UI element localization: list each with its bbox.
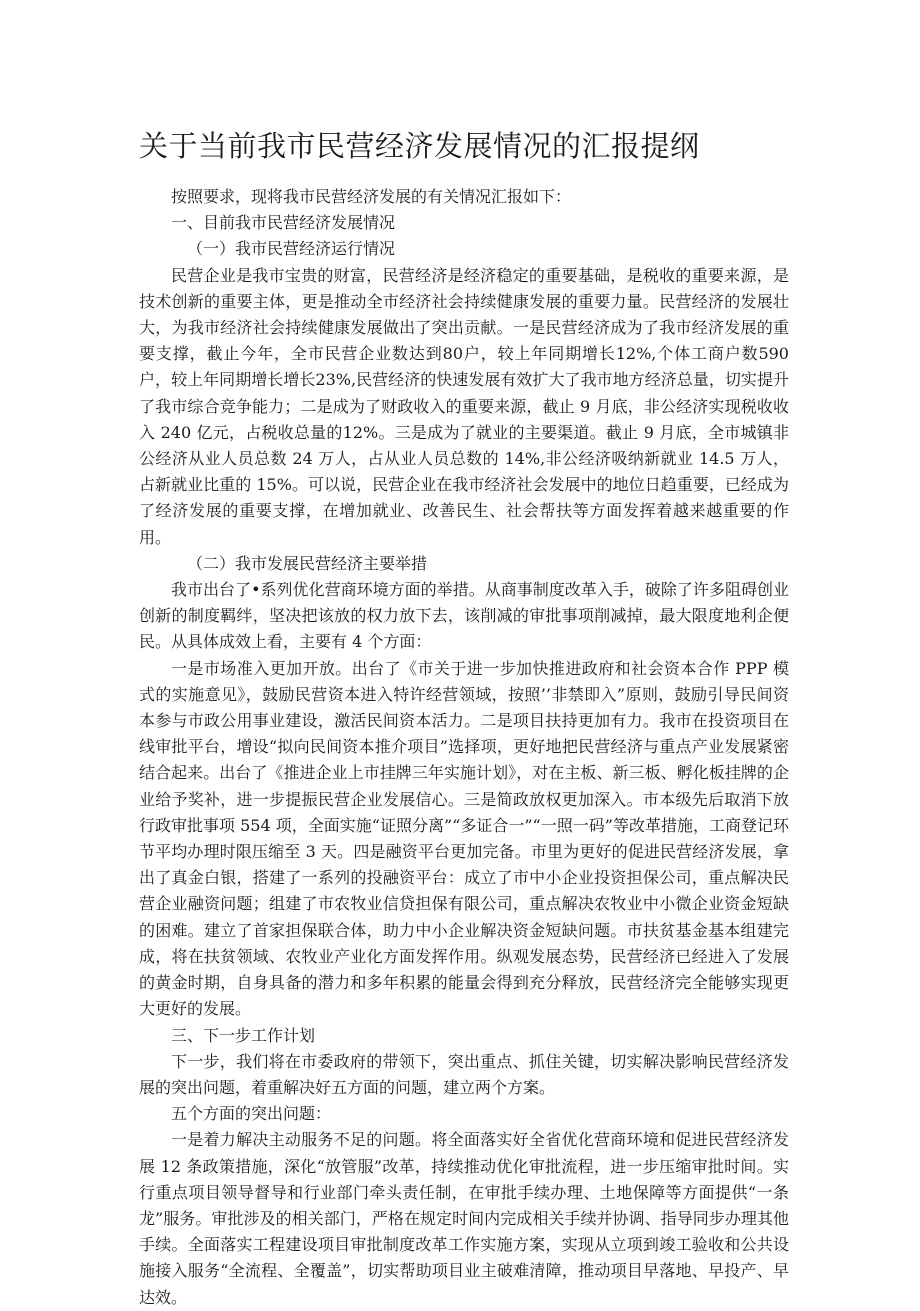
document-body (139, 184, 789, 1311)
intro-paragraph: 按照要求，现将我市民营经济发展的有关情况汇报如下： (171, 187, 572, 206)
measures-intro-paragraph: 我市出台了•系列优化营商环境方面的举措。从商事制度改革入手，破除了许多阻碍创业创新的制度羁绊，坚决把该放的权力放下去，该削减的审批事项削减掉，最大限度地利企便民。从具体成效上看，主要有 4 个方面： (139, 580, 789, 652)
section-heading-1: 一、目前我市民营经济发展情况 (171, 213, 396, 233)
document-page (139, 126, 789, 1311)
problems-label: 五个方面的突出问题： (171, 1104, 332, 1124)
problem-one-paragraph: 一是着力解决主动服务不足的问题。将全面落实好全省优化营商环境和促进民营经济发展 12 条政策措施，深化“放管服”改革，持续推动优化审批流程，进一步压缩审批时间。实行重点项目领导督导和行业部门牵头责任制，在审批手续办理、土地保障等方面提供“一条龙”服务。审批涉及的相关部门，严格在规定时间内完成相关手续并协调、指导同步办理其他手续。全面落实工程建设项目审批制度改革工作实施方案，实现从立项到竣工验收和公共设施接入服务“全流程、全覆盖”，切实帮助项目业主破难清障，推动项目早落地、早投产、早达效。 (139, 1130, 789, 1307)
plan-paragraph: 下一步，我们将在市委政府的带领下，突出重点、抓住关键，切实解决影响民营经济发展的突出问题，着重解决好五方面的问题，建立两个方案。 (139, 1051, 789, 1097)
document-title: 关于当前我市民营经济发展情况的汇报提纲 (139, 129, 700, 163)
subsection-heading-1: （一）我市民营经济运行情况 (187, 239, 396, 259)
section-heading-3: 三、下一步工作计划 (171, 1025, 316, 1045)
operation-paragraph: 民营企业是我市宝贵的财富，民营经济是经济稳定的重要基础，是税收的重要来源，是技术创新的重要主体，更是推动全市经济社会持续健康发展的重要力量。民营经济的发展壮大，为我市经济社会持续健康发展做出了突出贡献。一是民营经济成为了我市经济发展的重要支撑，截止今年，全市民营企业数达到80户，较上年同期增长12%,个体工商户数590户，较上年同期增长增长23%,民营经济的快速发展有效扩大了我市地方经济总量，切实提升了我市综合竞争能力；二是成为了财政收入的重要来源，截止 9 月底，非公经济实现税收收入 240 亿元，占税收总量的12%。三是成为了就业的主要渠道。截止 9 月底，全市城镇非公经济从业人员总数 24 万人，占从业人员总数的 14%,非公经济吸纳新就业 14.5 万人，占新就业比重的 15%。可以说，民营企业在我市经济社会发展中的地位日趋重要，已经成为了经济发展的重要支撑，在增加就业、改善民生、社会帮扶等方面发挥着越来越重要的作用。 (139, 265, 789, 547)
measures-paragraph: 一是市场准入更加开放。出台了《市关于进一步加快推进政府和社会资本合作 PPP 模式的实施意见》，鼓励民营资本进入特许经营领域，按照’’非禁即入”原则，鼓励引导民间资本参与市政公用事业建设，激活民间资本活力。二是项目扶持更加有力。我市在投资项目在线审批平台，增设“拟向民间资本推介项目”选择项，更好地把民营经济与重点产业发展紧密结合起来。出台了《推进企业上市挂牌三年实施计划》，对在主板、新三板、孵化板挂牌的企业给予奖补，进一步提振民营企业发展信心。三是简政放权更加深入。市本级先后取消下放行政审批事项 554 项，全面实施“证照分离”“多证合一”“一照一码”等改革措施，工商登记环节平均办理时限压缩至 3 天。四是融资平台更加完备。市里为更好的促进民营经济发展，拿出了真金白银，搭建了一系列的投融资平台：成立了市中小企业投资担保公司，重点解决民营企业融资问题；组建了市农牧业信贷担保有限公司，重点解决农牧业中小微企业资金短缺的困难。建立了首家担保联合体，助力中小企业解决资金短缺问题。市扶贫基金基本组建完成，将在扶贫领域、农牧业产业化方面发挥作用。纵观发展态势，民营经济已经进入了发展的黄金时期，自身具备的潜力和多年积累的能量会得到充分释放，民营经济完全能够实现更大更好的发展。 (139, 658, 789, 1019)
subsection-heading-2: （二）我市发展民营经济主要举措 (187, 553, 428, 573)
